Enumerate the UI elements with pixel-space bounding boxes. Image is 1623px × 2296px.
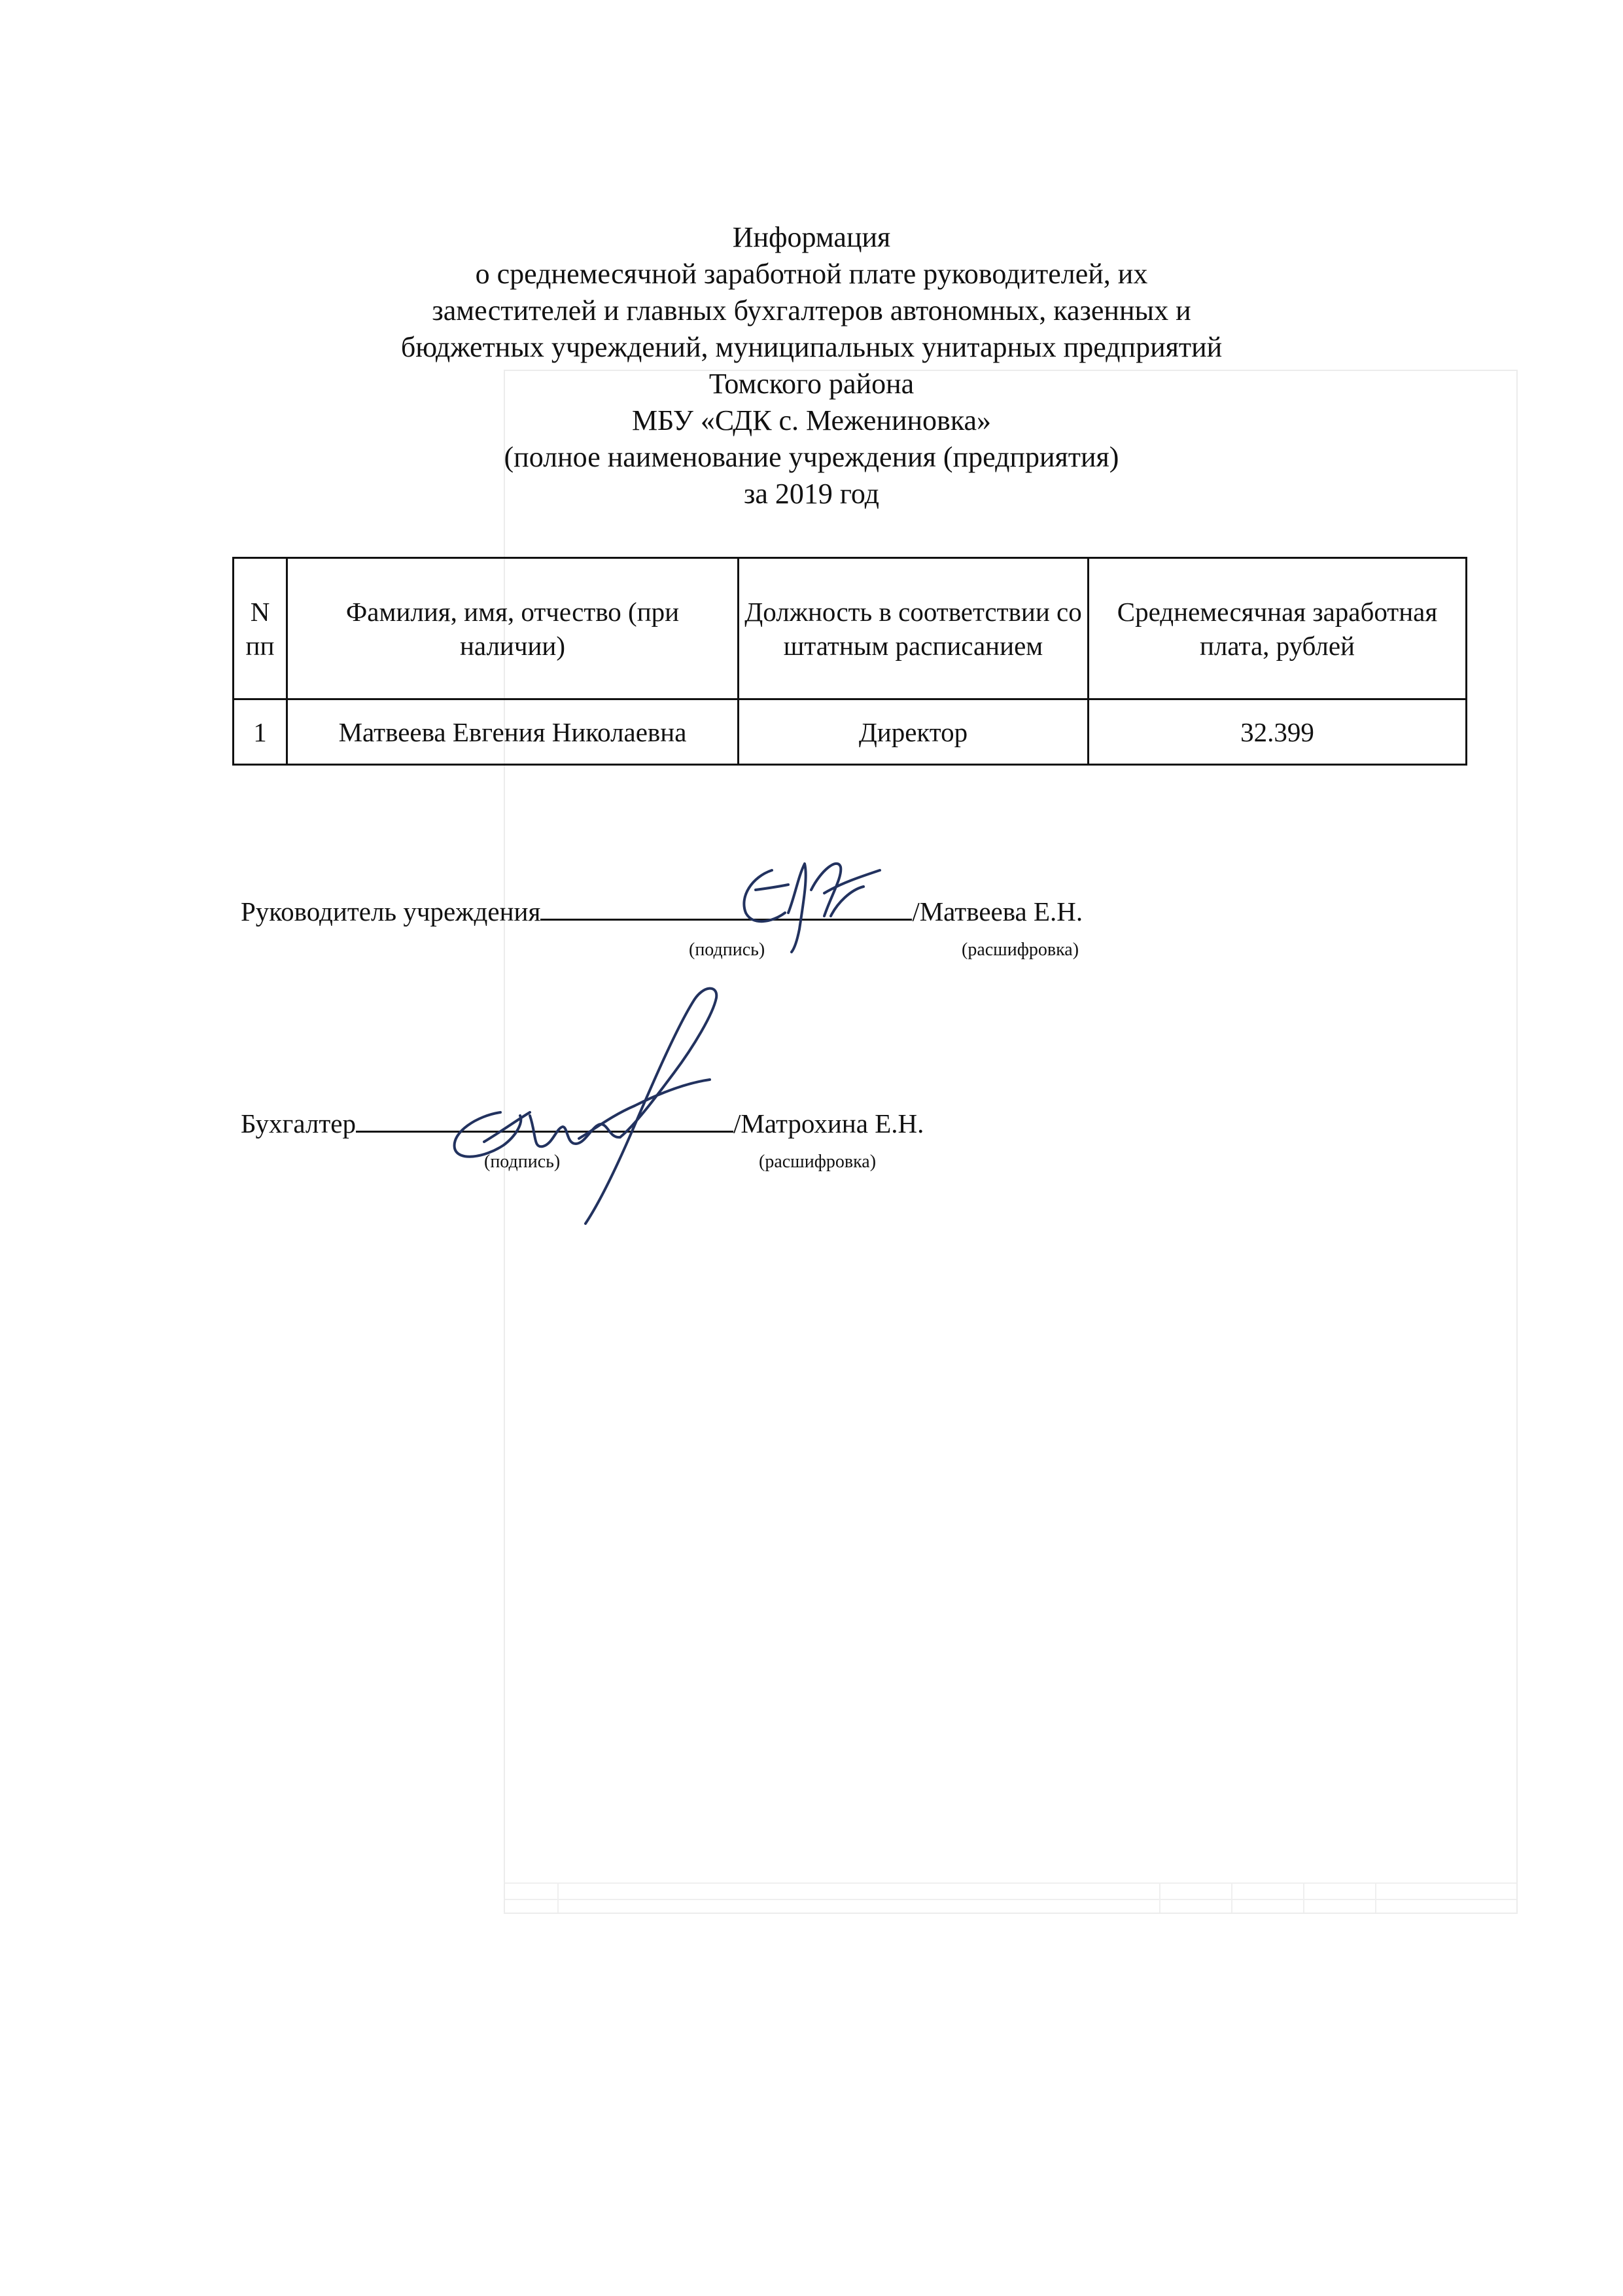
head-decode-caption: (расшифровка): [962, 940, 1079, 960]
accountant-signature-name: /Матрохина Е.Н.: [733, 1108, 924, 1139]
accountant-signature-label: Бухгалтер: [241, 1108, 356, 1139]
accountant-decode-caption: (расшифровка): [759, 1152, 877, 1172]
head-signature-line: [241, 895, 1083, 928]
col-header-number-pp: пп: [245, 630, 275, 661]
head-signature-label: Руководитель учреждения: [241, 896, 541, 927]
cell-number: 1: [234, 699, 287, 765]
col-header-name: Фамилия, имя, отчество (при наличии): [287, 558, 739, 699]
salary-table: [232, 557, 1467, 766]
header-title: Информация: [732, 221, 891, 253]
col-header-number: [234, 558, 287, 699]
header-subject-line-3: бюджетных учреждений, муниципальных унитарных предприятий: [400, 331, 1223, 363]
header-subject-line-2: заместителей и главных бухгалтеров автономных, казенных и: [432, 294, 1191, 327]
head-signature-name: /Матвеева Е.Н.: [912, 896, 1083, 927]
header-subject-line-1: о среднемесячной заработной плате руководителей, их: [475, 258, 1148, 290]
table-header-row: [234, 558, 1467, 699]
cell-name: Матвеева Евгения Николаевна: [287, 699, 739, 765]
cell-position: Директор: [739, 699, 1089, 765]
accountant-handwritten-signature: [438, 975, 739, 1230]
header-institution: МБУ «СДК с. Межениновка»: [631, 404, 992, 436]
col-header-position: Должность в соответствии со штатным расписанием: [739, 558, 1089, 699]
header-period: за 2019 год: [744, 478, 879, 510]
head-signature-caption: (подпись): [689, 940, 765, 960]
header-district: Томского района: [708, 368, 915, 400]
col-header-salary: Среднемесячная заработная плата, рублей: [1089, 558, 1467, 699]
table-row: [234, 699, 1467, 765]
accountant-signature-caption: (подпись): [484, 1152, 561, 1172]
cell-salary: 32.399: [1089, 699, 1467, 765]
header-institution-caption: (полное наименование учреждения (предприятия): [504, 441, 1119, 473]
col-header-number-n: N: [250, 596, 270, 627]
head-handwritten-signature: [726, 851, 883, 955]
document-header: [0, 219, 1623, 512]
